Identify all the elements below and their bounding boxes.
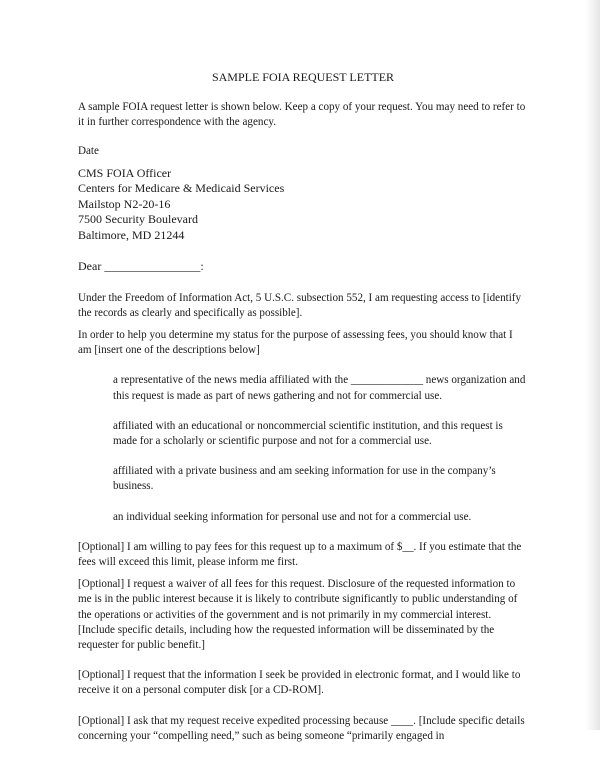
address-line: Centers for Medicare & Medicaid Services [78,181,285,196]
fee-status-paragraph: In order to help you determine my status for the purpose of assessing fees, you should know that I am [insert one of the descriptions below] [78,328,513,357]
letter-body [78,70,528,759]
intro-paragraph: A sample FOIA request letter is shown below. Keep a copy of your request. You may need to refer to it in further correspondence with the agency. [78,101,526,129]
date-label: Date [78,144,99,157]
option-private-business: affiliated with a private business and am seeking information for use in the company’s business. [113,465,496,493]
optional-waiver-paragraph: [Optional] I request a waiver of all fees for this request. Disclosure of the requested information to me is in the public interest because it is likely to contribute significantly to public understanding of the operations or activities of the government and is not primarily in my commercial interest. [Include specific details, including how the requested information will be disseminated by the requester for public benefit.] [78,578,518,651]
optional-pay-paragraph: [Optional] I am willing to pay fees for this request up to a maximum of $__. If you estimate that the fees will exceed this limit, please inform me first. [78,540,522,568]
address-line: CMS FOIA Officer [78,165,172,180]
option-news-media: a representative of the news media affiliated with the _____________ news organization and this request is made as part of news gathering and not for commercial use. [113,374,526,402]
option-individual: an individual seeking information for personal use and not for a commercial use. [113,510,472,523]
address-line: Mailstop N2-20-16 [78,196,171,211]
option-educational: affiliated with an educational or noncommercial scientific institution, and this request is made for a scholarly or scientific purpose and not for a commercial use. [113,419,503,447]
request-paragraph: Under the Freedom of Information Act, 5 U.S.C. subsection 552, I am requesting access to [identify the records as clearly and specifically as possible]. [78,291,522,319]
address-line: Baltimore, MD 21244 [78,227,185,242]
salutation: Dear ________________: [78,259,204,274]
optional-electronic-paragraph: [Optional] I request that the information I seek be provided in electronic format, and I would like to receive it on a personal computer disk [or a CD-ROM]. [78,669,521,697]
document-title: SAMPLE FOIA REQUEST LETTER [211,70,395,84]
address-line: 7500 Security Boulevard [78,212,198,227]
recipient-address [78,166,528,244]
page-edge-shadow [586,0,600,730]
optional-expedited-paragraph: [Optional] I ask that my request receive expedited processing because ____. [Include specific details concerning your “compelling need,” such as being someone “primarily engaged in [78,714,525,742]
